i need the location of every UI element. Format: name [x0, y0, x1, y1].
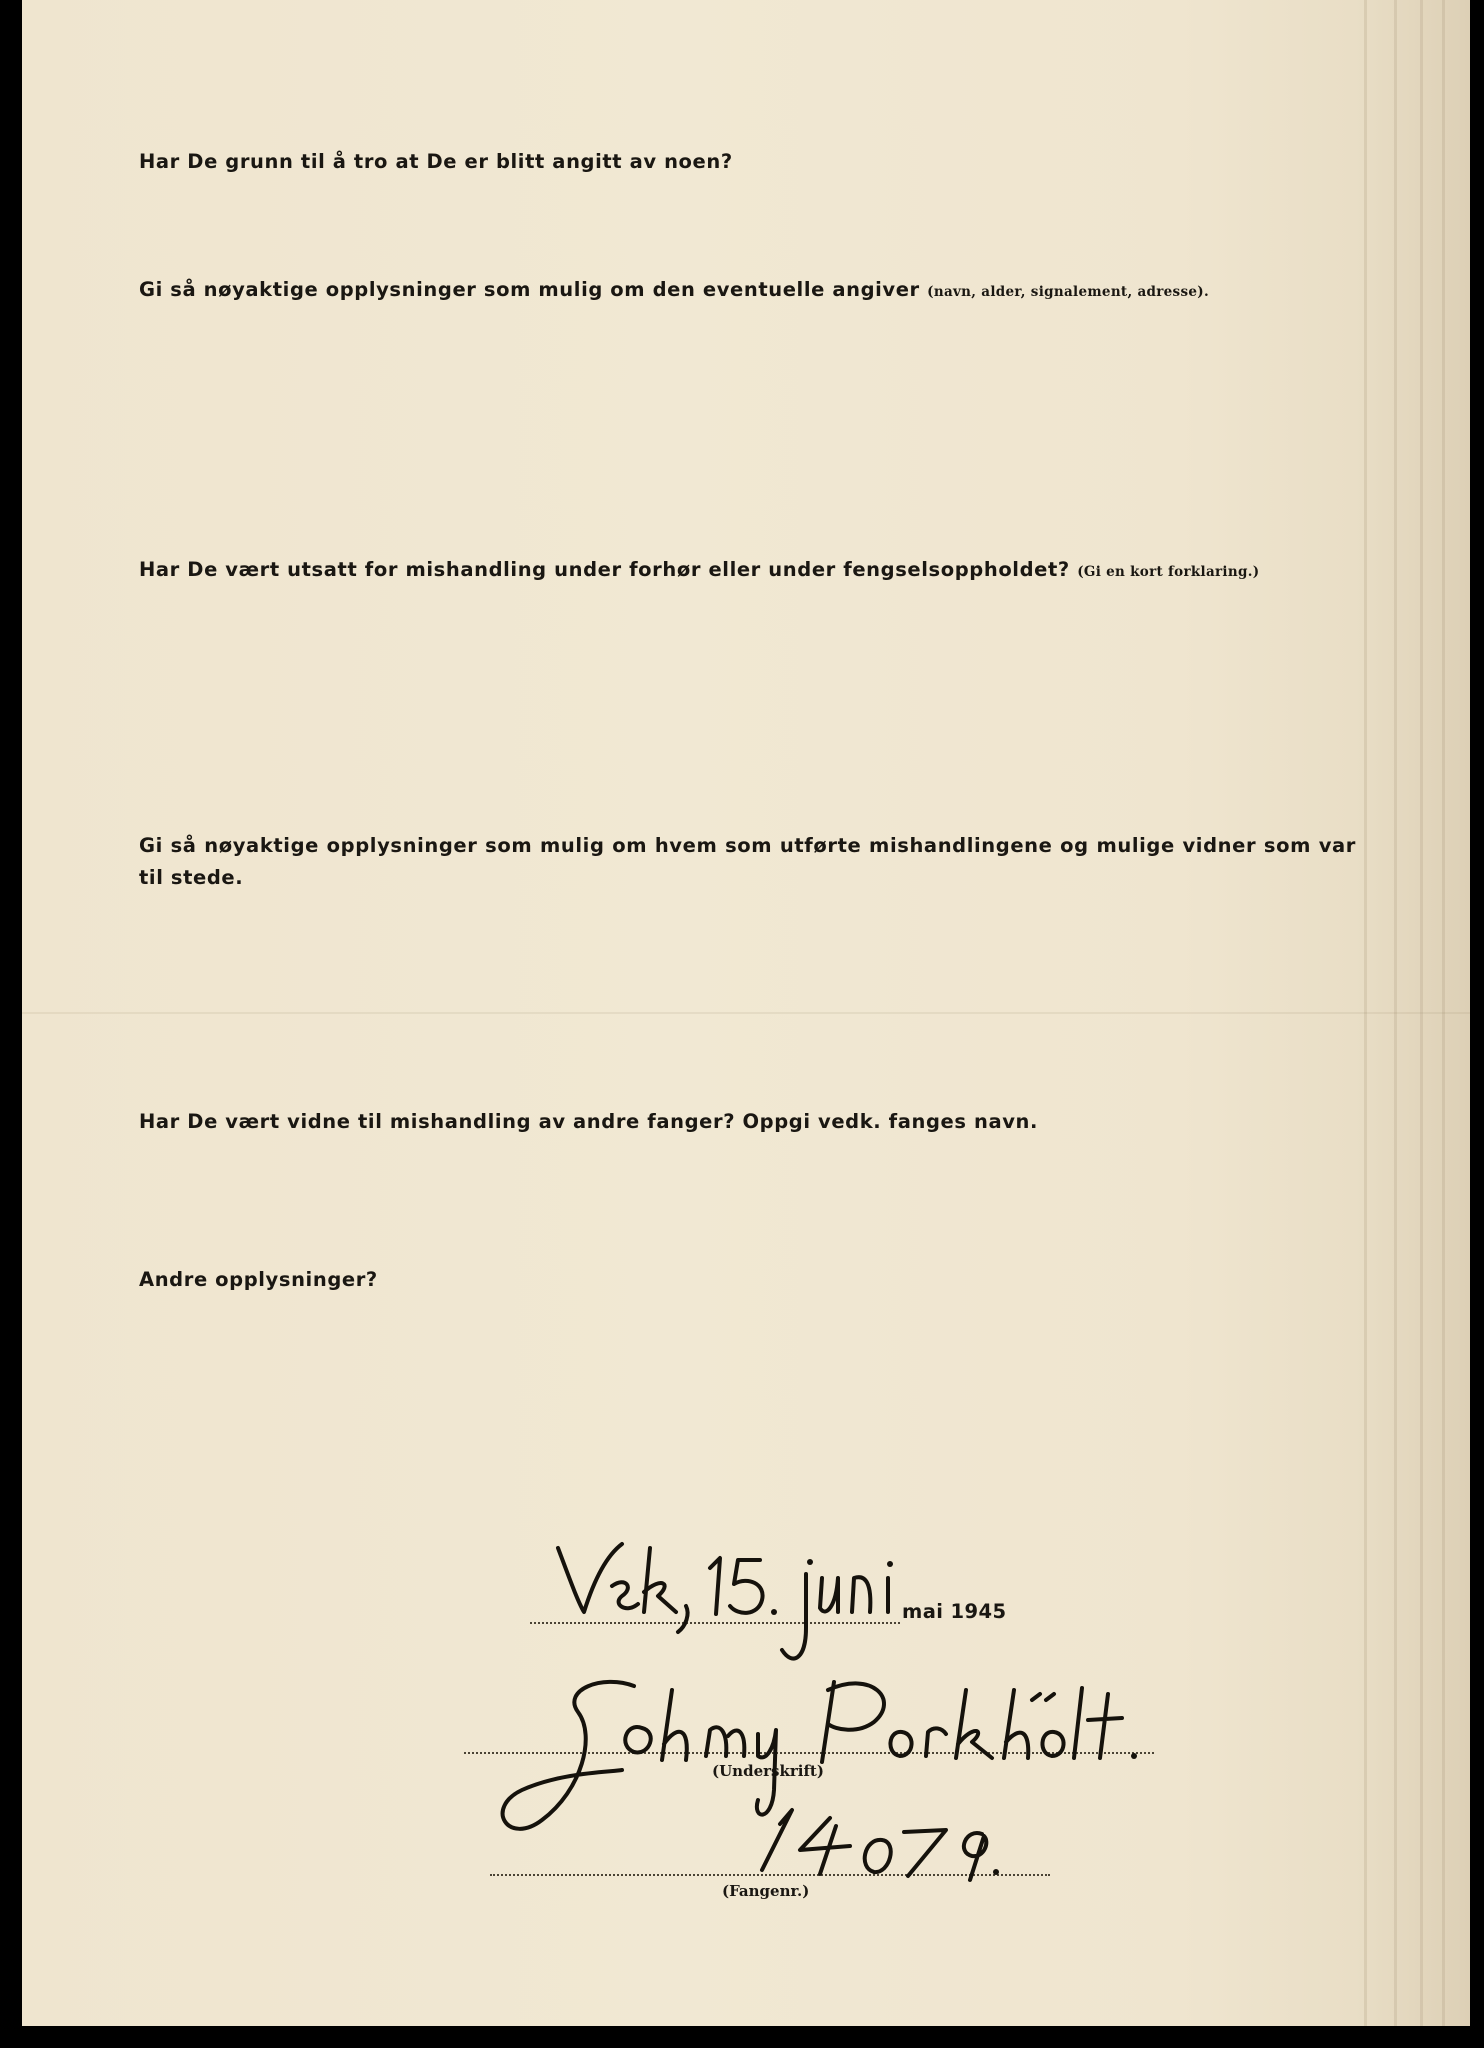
- question-informer-main: Gi så nøyaktige opplysninger som mulig om den eventuelle angiver: [139, 278, 920, 301]
- printed-date: mai 1945: [902, 1600, 1007, 1623]
- handwritten-signature: [503, 1682, 1137, 1829]
- question-mistreatment-note: (Gi en kort forklaring.): [1077, 564, 1260, 580]
- question-mistreatment-main: Har De vært utsatt for mishandling under forhør eller under fengselsoppholdet?: [139, 558, 1070, 581]
- handwritten-date: [558, 1544, 893, 1659]
- question-informer-note: (navn, alder, signalement, adresse).: [927, 284, 1209, 300]
- question-other-info: Andre opplysninger?: [139, 1268, 378, 1291]
- document-page: [22, 0, 1470, 2026]
- prisoner-number-caption: (Fangenr.): [722, 1882, 810, 1900]
- question-denounced: Har De grunn til å tro at De er blitt angitt av noen?: [139, 150, 733, 173]
- handwriting-layer: [22, 0, 1470, 2026]
- question-perpetrators: Gi så nøyaktige opplysninger som mulig om hvem som utførte mishandlingene og mulige vidner som var til stede.: [139, 834, 1356, 889]
- handwritten-prisoner-number: [762, 1810, 999, 1880]
- signature-caption: (Underskrift): [712, 1762, 824, 1780]
- question-witness: Har De vært vidne til mishandling av andre fanger? Oppgi vedk. fanges navn.: [139, 1110, 1039, 1133]
